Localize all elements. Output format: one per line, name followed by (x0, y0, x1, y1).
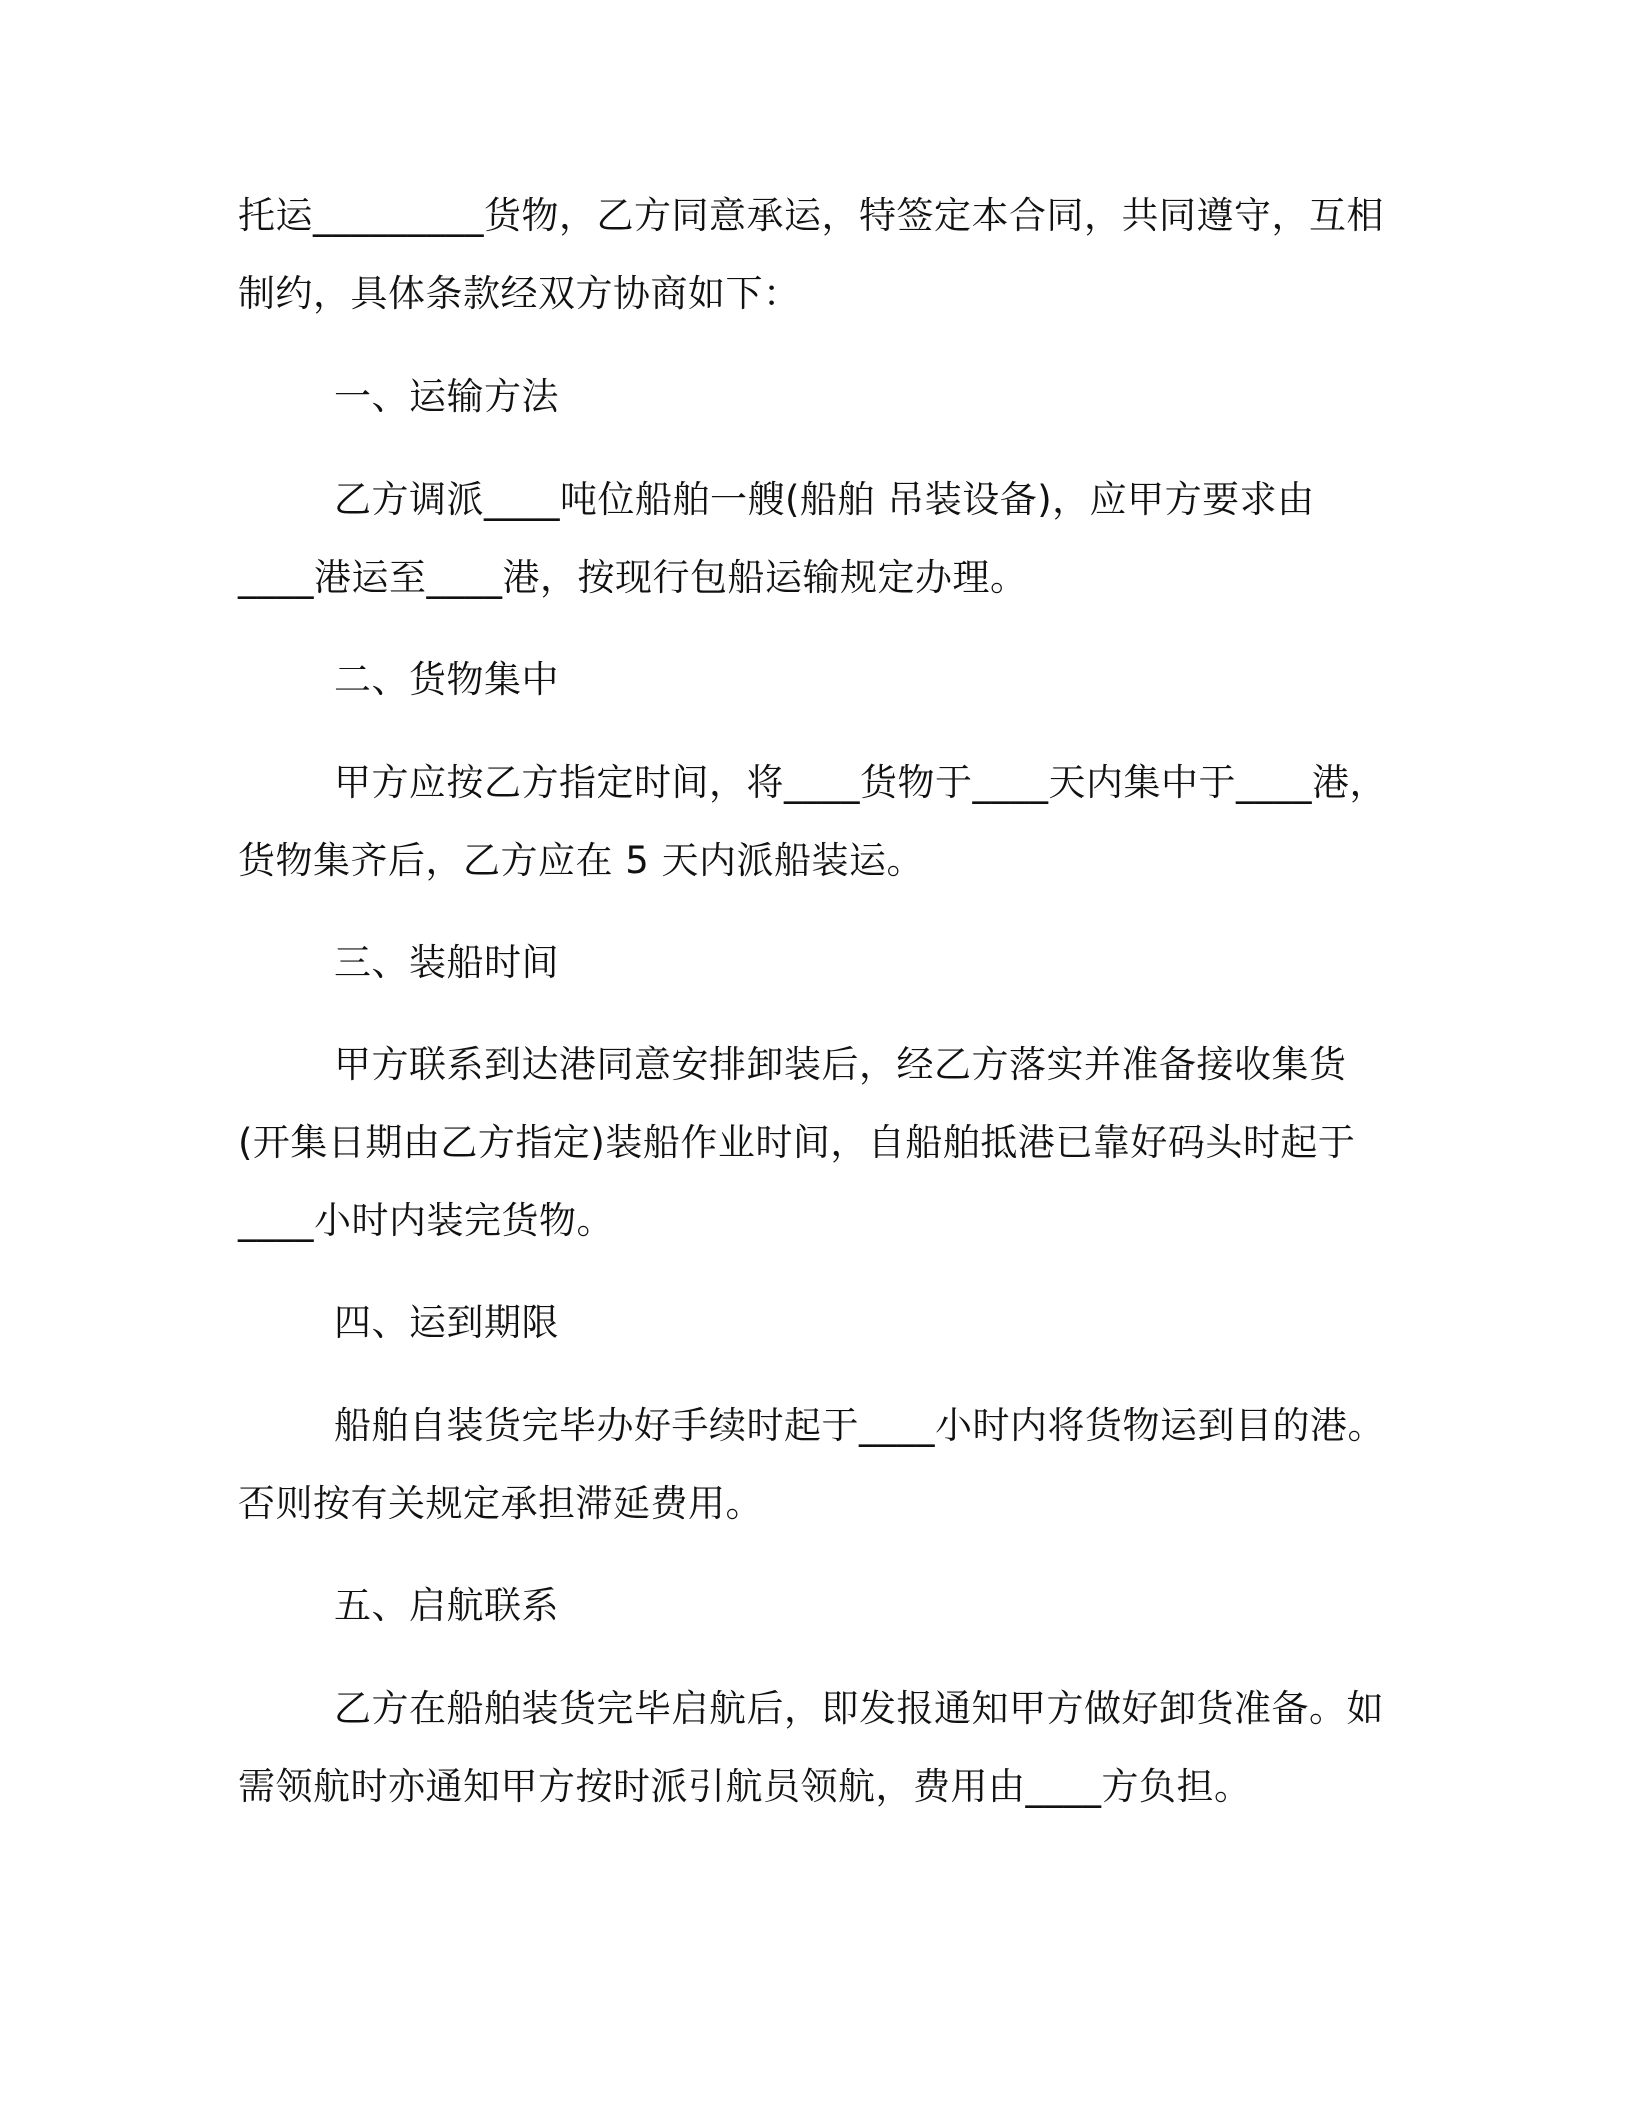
section-3-line-2: (开集日期由乙方指定)装船作业时间，自船舶抵港已靠好码头时起于 (238, 1121, 1356, 1164)
section-heading-4: 四、运到期限 (334, 1301, 559, 1344)
section-3-line-1: 甲方联系到达港同意安排卸装后，经乙方落实并准备接收集货 (334, 1043, 1347, 1086)
section-4-line-1: 船舶自装货完毕办好手续时起于____小时内将货物运到目的港。 (334, 1404, 1385, 1447)
paragraph-intro-line-2: 制约，具体条款经双方协商如下： (238, 272, 801, 315)
paragraph-intro-line-1: 托运_________货物，乙方同意承运，特签定本合同，共同遵守，互相 (238, 194, 1384, 237)
section-heading-5: 五、启航联系 (334, 1584, 559, 1627)
section-2-line-2: 货物集齐后，乙方应在 5 天内派船装运。 (238, 839, 925, 882)
section-heading-2: 二、货物集中 (334, 658, 559, 701)
section-heading-1: 一、运输方法 (334, 375, 559, 418)
section-5-line-1: 乙方在船舶装货完毕启航后，即发报通知甲方做好卸货准备。如 (334, 1687, 1384, 1730)
section-2-line-1: 甲方应按乙方指定时间，将____货物于____天内集中于____港， (334, 761, 1387, 804)
section-4-line-2: 否则按有关规定承担滞延费用。 (238, 1482, 763, 1525)
section-1-line-1: 乙方调派____吨位船舶一艘(船舶 吊装设备)，应甲方要求由 (334, 478, 1315, 521)
section-3-line-3: ____小时内装完货物。 (238, 1199, 614, 1242)
section-heading-3: 三、装船时间 (334, 941, 559, 984)
section-1-line-2: ____港运至____港，按现行包船运输规定办理。 (238, 556, 1028, 599)
section-5-line-2: 需领航时亦通知甲方按时派引航员领航，费用由____方负担。 (238, 1765, 1252, 1808)
